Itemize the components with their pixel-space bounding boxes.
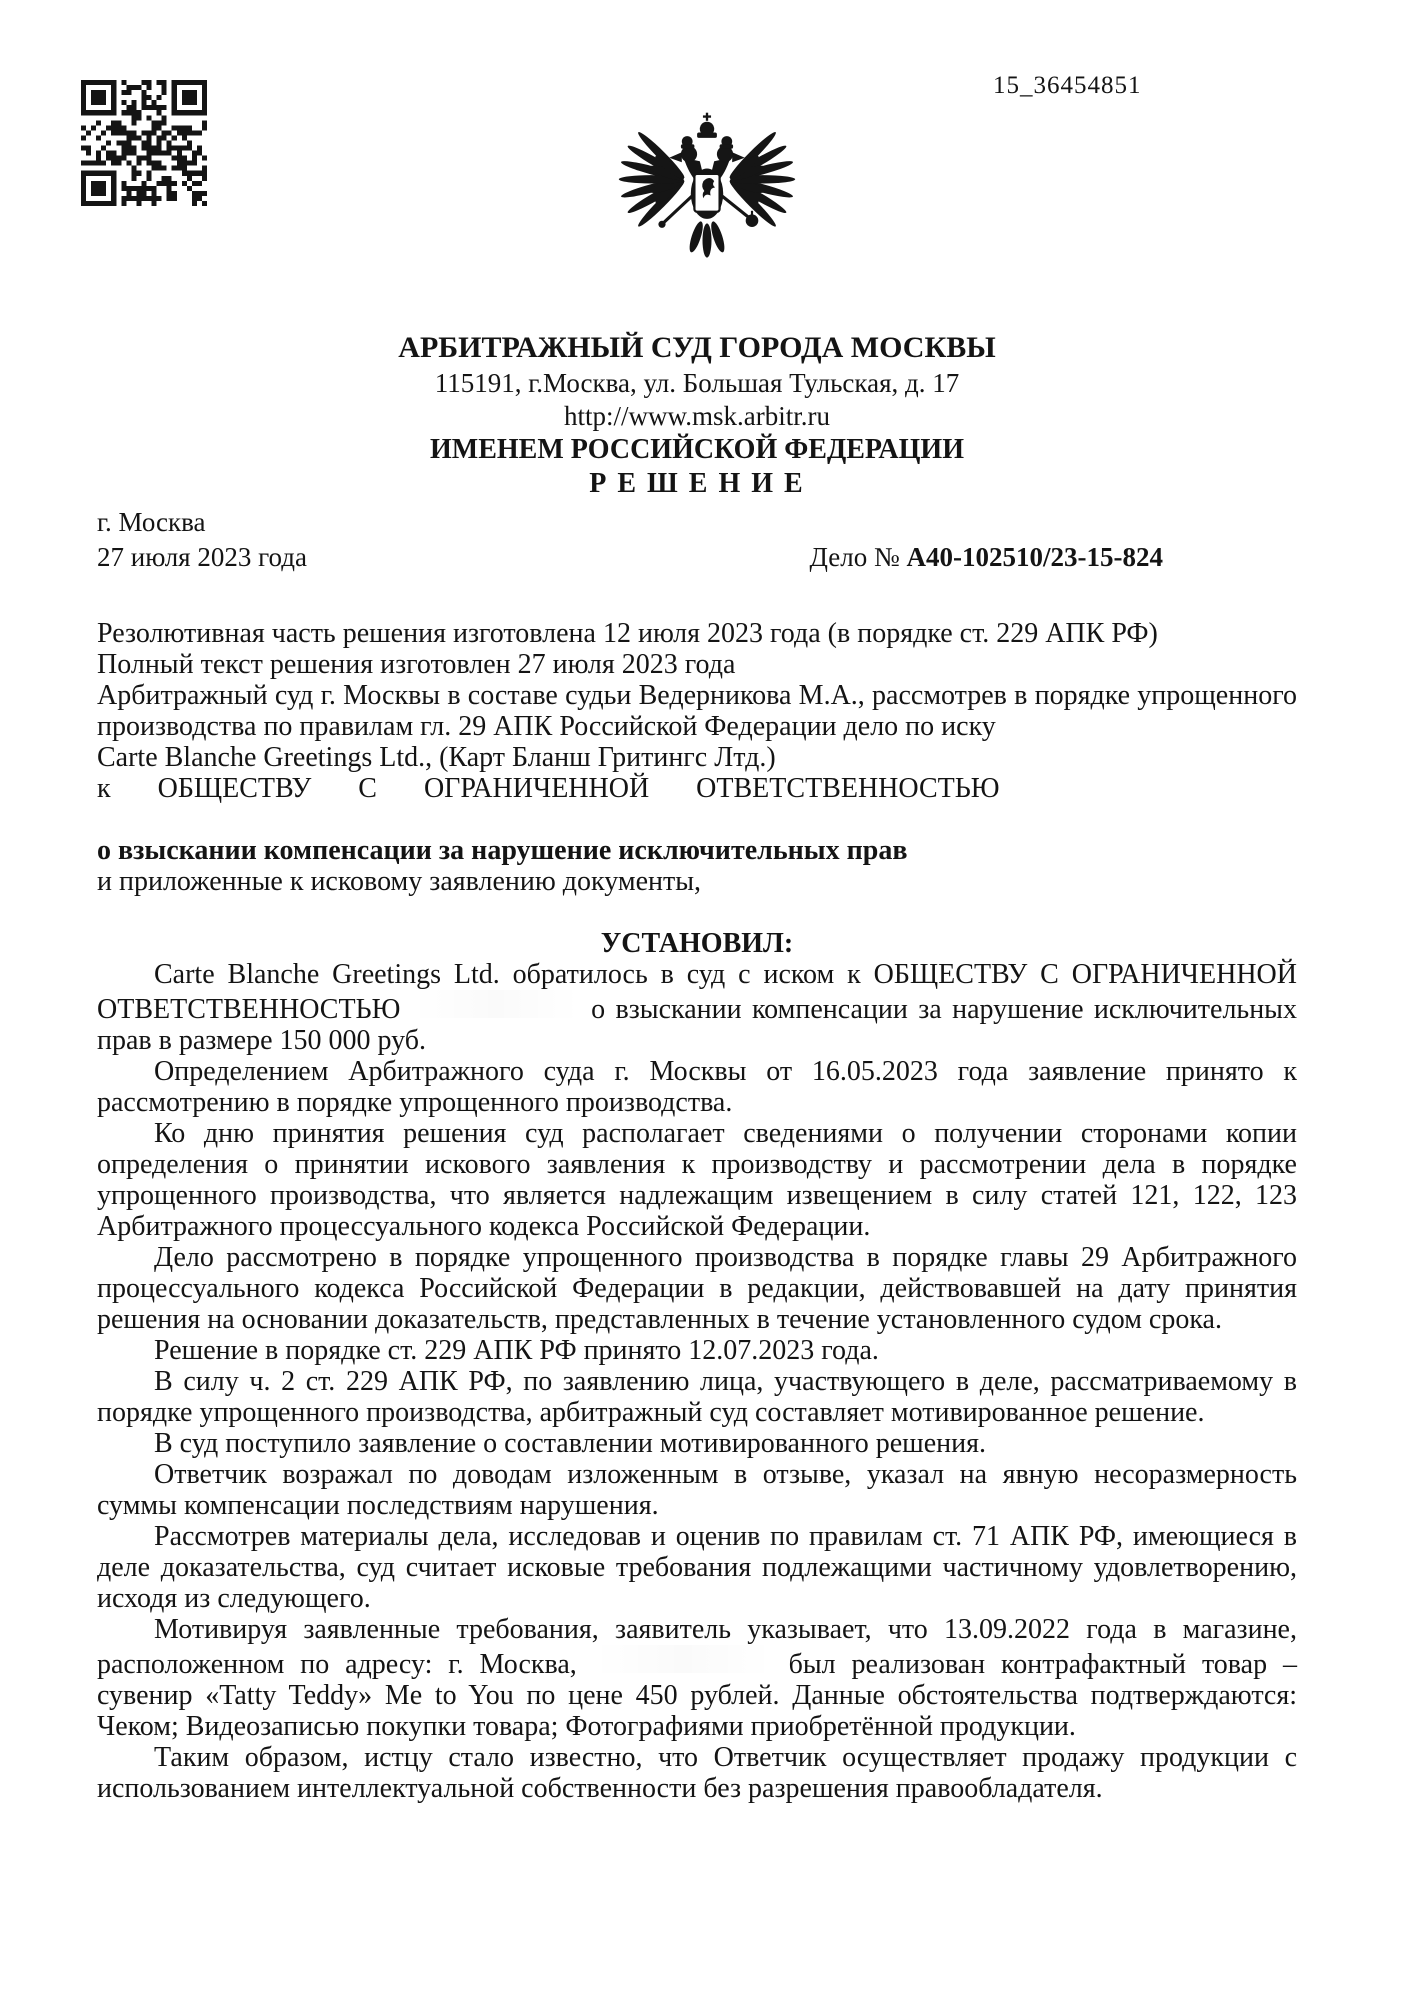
paragraph: Решение в порядке ст. 229 АПК РФ принято 12.07.2023 года. — [154, 1335, 879, 1366]
document-number: 15_36454851 — [993, 72, 1142, 99]
qr-code — [80, 80, 208, 206]
court-address: 115191, г.Москва, ул. Большая Тульская, д. 17 — [434, 368, 960, 398]
paragraph: Резолютивная часть решения изготовлена 12 июля 2023 года (в порядке ст. 229 АПК РФ) — [97, 618, 1158, 649]
paragraph: Ответчик возражал по доводам изложенным в отзыве, указал на явную несоразмерность суммы компенсации последствиям нарушения. — [97, 1459, 1297, 1521]
case-line — [810, 540, 1297, 574]
paragraph: Ко дню принятия решения суд располагает сведениями о получении сторонами копии определения о принятии искового заявления к производству и рассмотрении дела в порядке упрощенного производства, что является надлежащим извещением в силу статей 121, 122, 123 Арбитражного процессуального кодекса Российской Федерации. — [97, 1118, 1297, 1242]
paragraph: Мотивируя заявленные требования, заявитель указывает, что 13.09.2022 года в магазине, расположенном по адресу: г. Москва, был реализован контрафактный товар – сувенир «Tatty Teddy» Me to You по цене 450 рублей. Данные обстоятельства подтверждаются: Чеком; Видеозаписью покупки товара; Фотографиями приобретённой продукции. — [97, 1614, 1298, 1742]
date-case-row — [97, 540, 1297, 574]
paragraph: Рассмотрев материалы дела, исследовав и оценив по правилам ст. 71 АПК РФ, имеющиеся в деле доказательства, суд считает исковые требования подлежащими частичному удовлетворению, исходя из следующего. — [97, 1521, 1297, 1614]
decision-title: Р Е Ш Е Н И Е — [589, 468, 805, 499]
redacted-text — [411, 990, 581, 1018]
paragraph: Определением Арбитражного суда г. Москвы от 16.05.2023 года заявление принято к рассмотрению в порядке упрощенного производства. — [97, 1056, 1297, 1118]
case-number: А40-102510/23-15-824 — [906, 542, 1163, 572]
paragraph: Carte Blanche Greetings Ltd., (Карт Бланш Гритингс Лтд.) — [97, 742, 776, 773]
paragraph: Дело рассмотрено в порядке упрощенного производства в порядке главы 29 Арбитражного процессуального кодекса Российской Федерации в редакции, действовавшей на дату принятия решения на основании доказательств, представленных в течение установленного судом срока. — [97, 1242, 1297, 1335]
paragraph: Арбитражный суд г. Москвы в составе судьи Ведерникова М.А., рассмотрев в порядке упрощенного производства по правилам гл. 29 АПК Российской Федерации дело по иску — [97, 680, 1297, 742]
in-the-name-of-russia-line: ИМЕНЕМ РОССИЙСКОЙ ФЕДЕРАЦИИ — [430, 434, 964, 465]
city-line: г. Москва — [97, 507, 206, 537]
court-name: АРБИТРАЖНЫЙ СУД ГОРОДА МОСКВЫ — [398, 331, 996, 364]
paragraph: о взыскании компенсации за нарушение исключительных прав — [97, 835, 908, 866]
redacted-text — [593, 1645, 773, 1673]
paragraph: к ОБЩЕСТВУ С ОГРАНИЧЕННОЙ ОТВЕТСТВЕННОСТЬЮ — [97, 773, 1000, 804]
paragraph: и приложенные к исковому заявлению документы, — [97, 866, 702, 897]
paragraph: В силу ч. 2 ст. 229 АПК РФ, по заявлению лица, участвующего в деле, рассматриваемому в порядке упрощенного производства, арбитражный суд составляет мотивированное решение. — [97, 1366, 1297, 1428]
paragraph: Carte Blanche Greetings Ltd. обратилось в суд с иском к ОБЩЕСТВУ С ОГРАНИЧЕННОЙ ОТВЕТСТВЕННОСТЬЮ о взыскании компенсации за нарушение исключительных прав в размере 150 000 руб. — [97, 959, 1297, 1056]
decision-date: 27 июля 2023 года — [97, 542, 307, 572]
paragraph: Таким образом, истцу стало известно, что Ответчик осуществляет продажу продукции с использованием интеллектуальной собственности без разрешения правообладателя. — [97, 1742, 1297, 1804]
court-website: http://www.msk.arbitr.ru — [564, 401, 830, 431]
paragraph: В суд поступило заявление о составлении мотивированного решения. — [154, 1428, 986, 1459]
case-label: Дело № — [809, 542, 907, 572]
paragraph: Полный текст решения изготовлен 27 июля 2023 года — [97, 649, 736, 680]
document-content — [97, 330, 1297, 1804]
russian-coat-of-arms-icon — [617, 100, 797, 282]
section-heading: УСТАНОВИЛ: — [600, 928, 794, 959]
document-body — [97, 618, 1297, 1804]
